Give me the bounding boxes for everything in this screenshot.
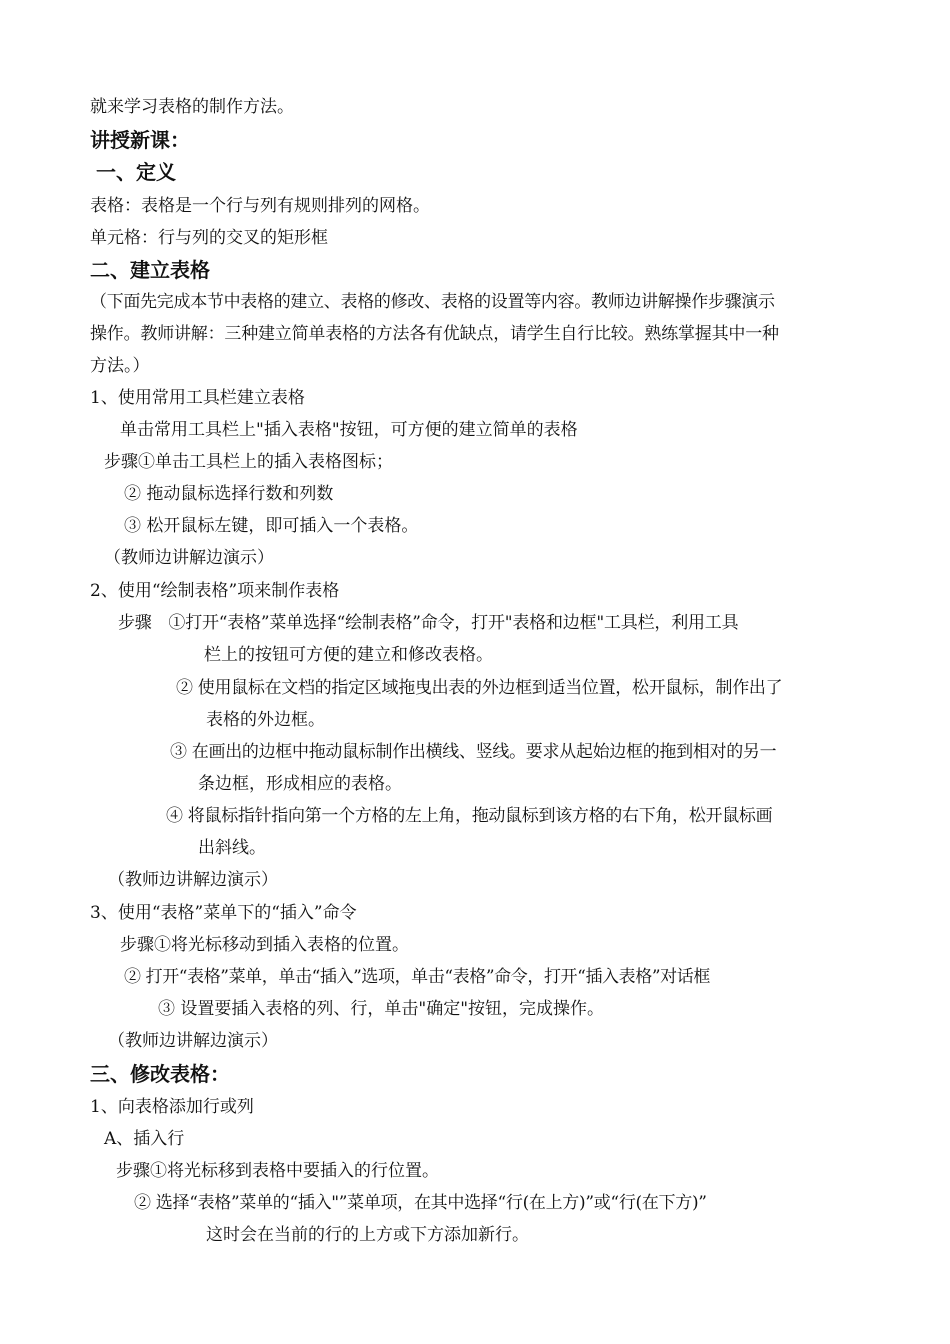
text-line: ③ 松开鼠标左键，即可插入一个表格。 [124, 516, 419, 536]
text-line: 这时会在当前的行的上方或下方添加新行。 [206, 1225, 529, 1245]
text-line: ② 打开“表格”菜单，单击“插入”选项，单击“表格”命令，打开“插入表格”对话框 [124, 967, 710, 987]
text-line: 1、向表格添加行或列 [90, 1097, 254, 1117]
text-line: （教师边讲解边演示） [104, 548, 274, 568]
text-line: 步骤①将光标移动到插入表格的位置。 [120, 935, 409, 955]
text-line: 操作。教师讲解：三种建立简单表格的方法各有优缺点，请学生自行比较。熟练掌握其中一种 [90, 324, 779, 344]
text-line: 步骤①将光标移到表格中要插入的行位置。 [116, 1161, 439, 1181]
text-line: 步骤①单击工具栏上的插入表格图标； [104, 452, 393, 472]
text-line: 栏上的按钮可方便的建立和修改表格。 [204, 645, 493, 665]
text-line: 表格：表格是一个行与列有规则排列的网格。 [90, 196, 430, 216]
section-heading: 二、建立表格 [90, 258, 210, 282]
text-line: ② 使用鼠标在文档的指定区域拖曳出表的外边框到适当位置，松开鼠标，制作出了 [176, 678, 783, 698]
text-line: ④ 将鼠标指针指向第一个方格的左上角，拖动鼠标到该方格的右下角，松开鼠标画 [166, 806, 773, 826]
text-line: （教师边讲解边演示） [108, 1031, 278, 1051]
text-line: （教师边讲解边演示） [108, 870, 278, 890]
text-line: 单击常用工具栏上"插入表格"按钮，可方便的建立简单的表格 [120, 420, 578, 440]
text-line: 步骤 ①打开“表格”菜单选择“绘制表格”命令，打开"表格和边框"工具栏，利用工具 [118, 613, 739, 633]
text-line: 就来学习表格的制作方法。 [90, 97, 294, 117]
section-heading: 一、定义 [96, 160, 176, 184]
text-line: 方法。） [90, 356, 150, 376]
section-heading: 讲授新课： [90, 128, 190, 152]
text-line: ③ 在画出的边框中拖动鼠标制作出横线、竖线。要求从起始边框的拖到相对的另一 [170, 742, 777, 762]
text-line: ② 选择“表格”菜单的“插入"”菜单项，在其中选择“行(在上方)”或“行(在下方)” [134, 1193, 707, 1213]
text-line: A、插入行 [104, 1129, 185, 1149]
text-line: 单元格：行与列的交叉的矩形框 [90, 228, 328, 248]
text-line: 表格的外边框。 [206, 710, 325, 730]
text-line: 1、使用常用工具栏建立表格 [90, 388, 305, 408]
text-line: ② 拖动鼠标选择行数和列数 [124, 484, 334, 504]
text-line: ③ 设置要插入表格的列、行，单击"确定"按钮，完成操作。 [158, 999, 605, 1019]
text-line: 出斜线。 [198, 838, 266, 858]
text-line: 3、使用“表格”菜单下的“插入”命令 [90, 903, 357, 923]
section-heading: 三、修改表格： [90, 1062, 230, 1086]
text-line: 条边框，形成相应的表格。 [198, 774, 402, 794]
text-line: 2、使用“绘制表格”项来制作表格 [90, 581, 340, 601]
text-line: （下面先完成本节中表格的建立、表格的修改、表格的设置等内容。教师边讲解操作步骤演示 [90, 292, 775, 312]
